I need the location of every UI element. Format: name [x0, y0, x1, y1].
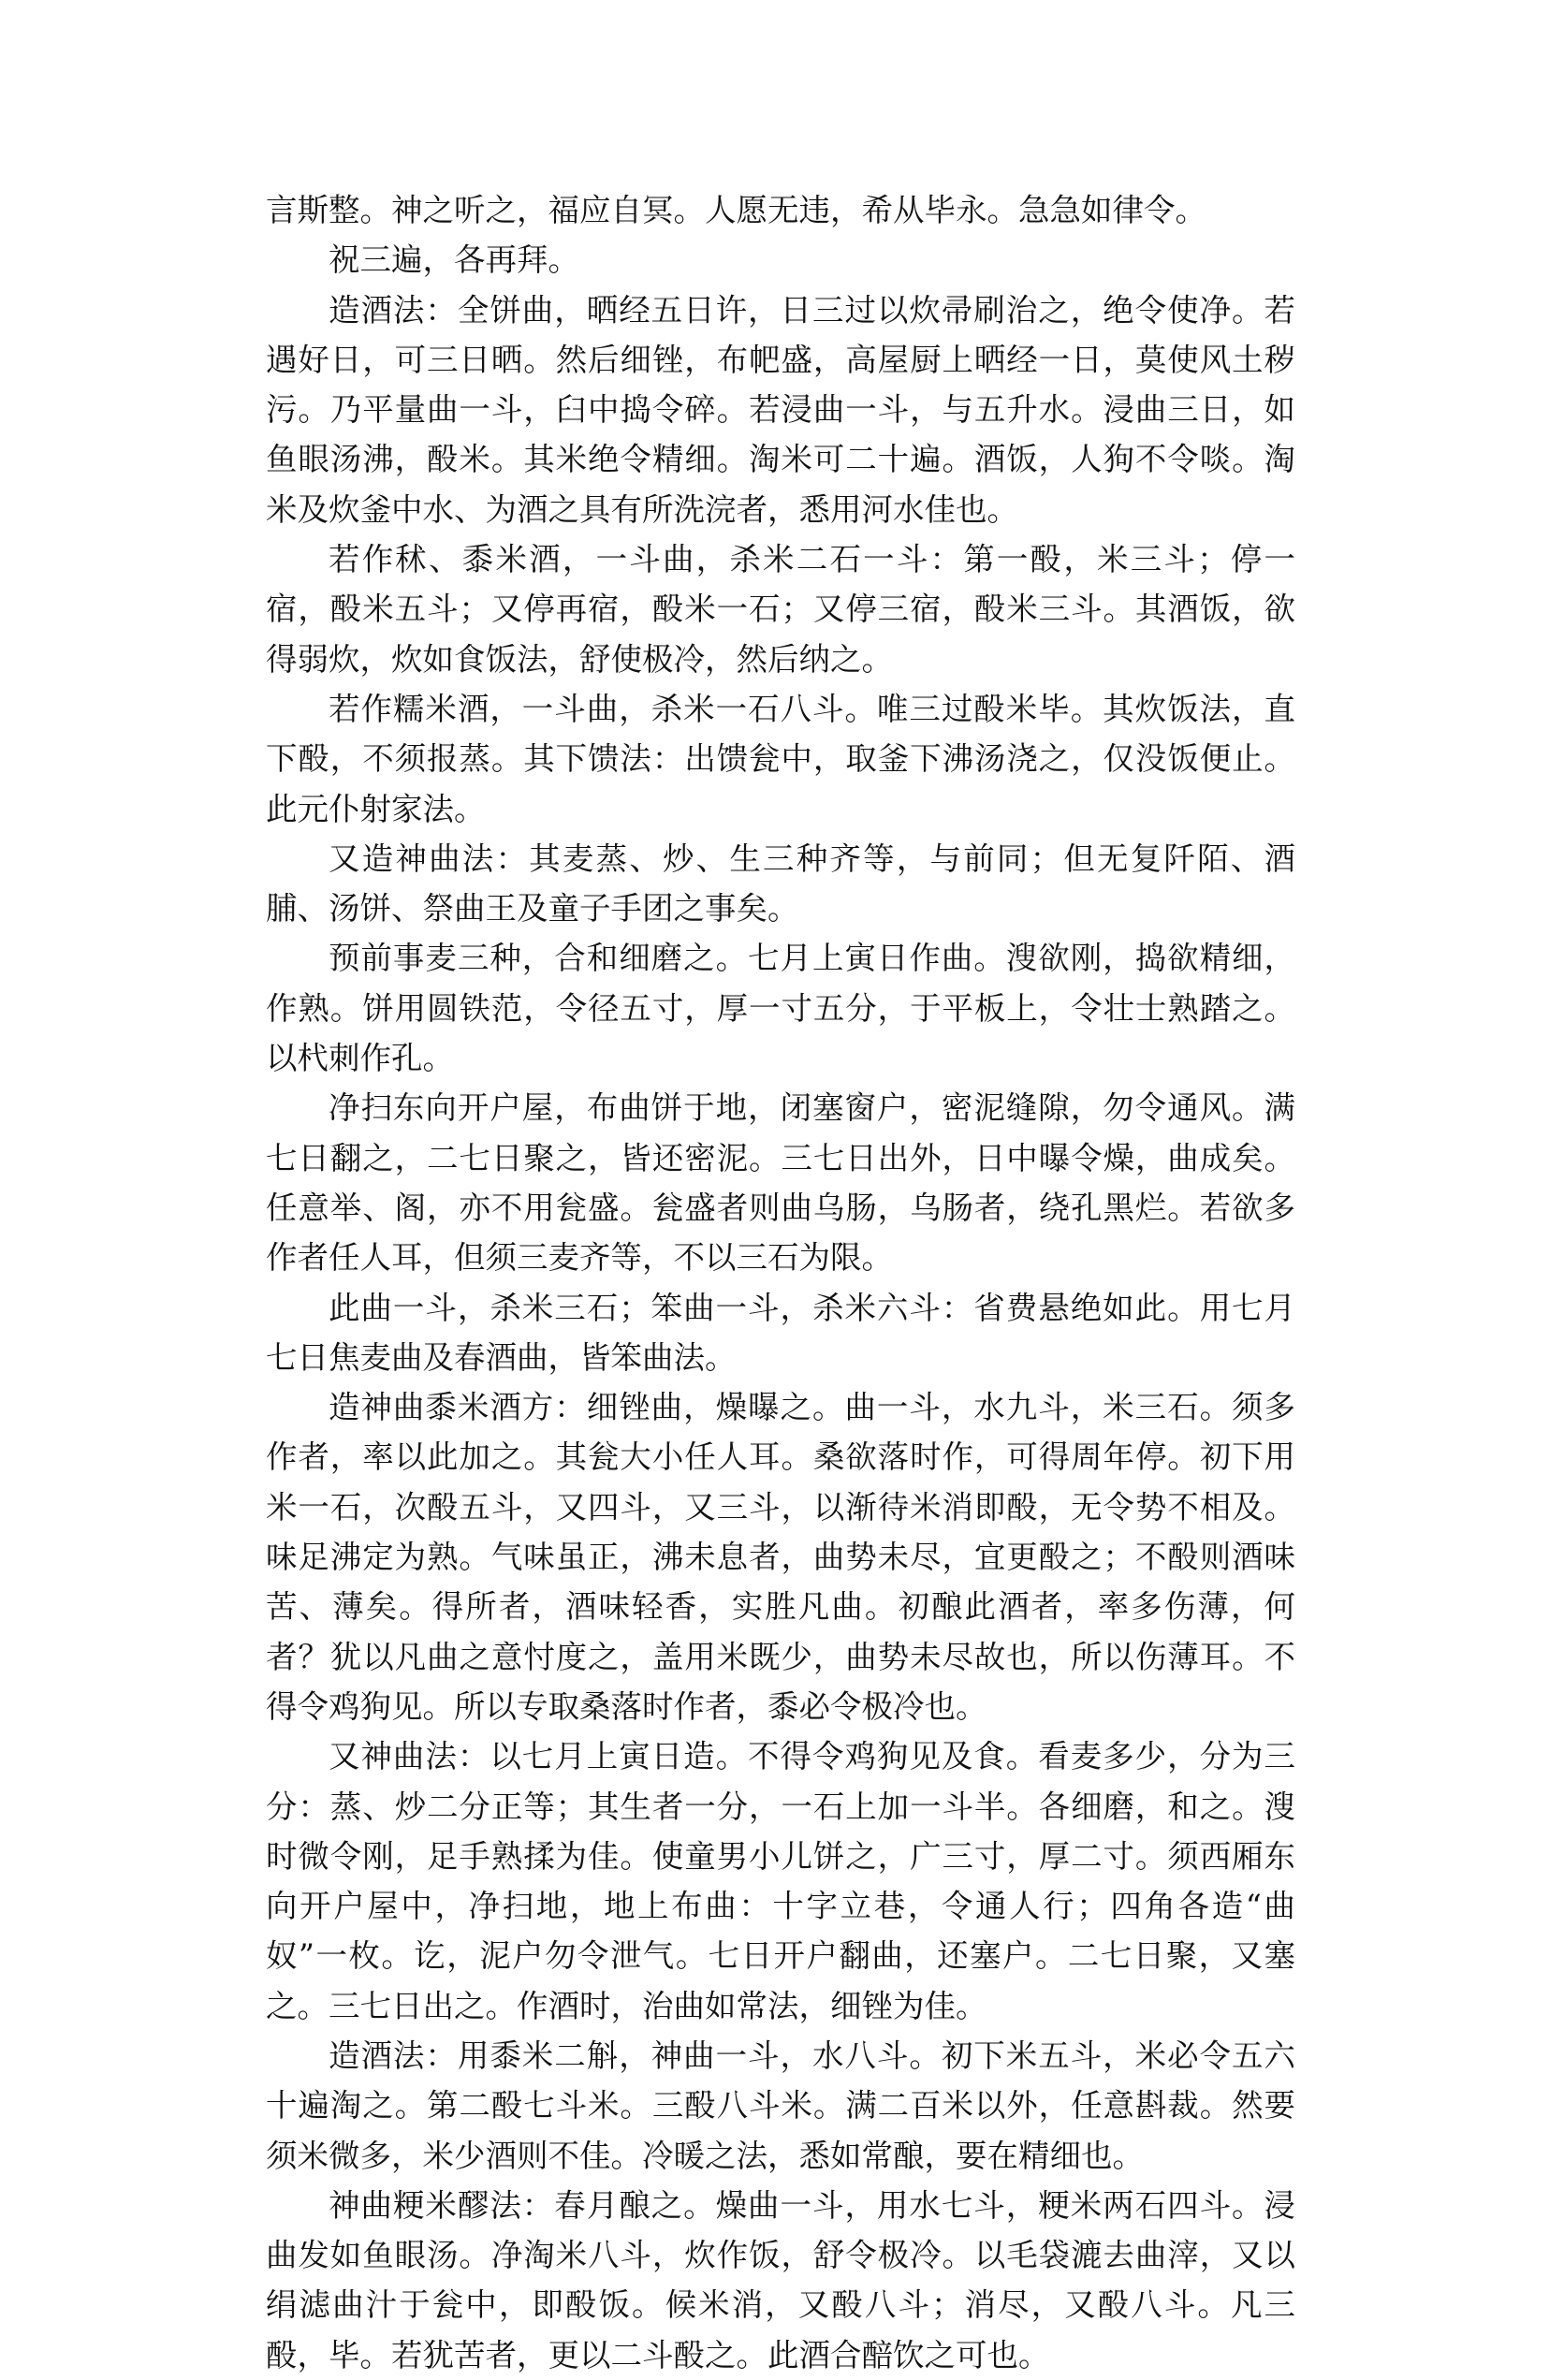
paragraph: 神曲粳米醪法：春月酿之。燥曲一斗，用水七斗，粳米两石四斗。浸曲发如鱼眼汤。净淘米八斗，炊作饭，舒令极冷。以毛袋漉去曲滓，又以绢滤曲汁于瓮中，即酘饭。候米消，又酘八斗；消尽，又酘八斗。凡三酘，毕。若犹苦者，更以二斗酘之。此酒合醅饮之可也。: [266, 2186, 1295, 2373]
paragraph: 造酒法：全饼曲，晒经五日许，日三过以炊帚刷治之，绝令使净。若遇好日，可三日晒。然后细锉，布帊盛，高屋厨上晒经一日，莫使风土秽污。乃平量曲一斗，臼中捣令碎。若浸曲一斗，与五升水。浸曲三日，如鱼眼汤沸，酘米。其米绝令精细。淘米可二十遍。酒饭，人狗不令啖。淘米及炊釜中水、为酒之具有所洗浣者，悉用河水佳也。: [266, 291, 1295, 528]
paragraph: 造神曲黍米酒方：细锉曲，燥曝之。曲一斗，水九斗，米三石。须多作者，率以此加之。其瓮大小任人耳。桑欲落时作，可得周年停。初下用米一石，次酘五斗，又四斗，又三斗，以渐待米消即酘，无令势不相及。味足沸定为熟。气味虽正，沸未息者，曲势未尽，宜更酘之；不酘则酒味苦、薄矣。得所者，酒味轻香，实胜凡曲。初酿此酒者，率多伤薄，何者？犹以凡曲之意忖度之，盖用米既少，曲势未尽故也，所以伤薄耳。不得令鸡狗见。所以专取桑落时作者，黍必令极冷也。: [266, 1389, 1295, 1725]
paragraph: 若作秫、黍米酒，一斗曲，杀米二石一斗：第一酘，米三斗；停一宿，酘米五斗；又停再宿，酘米一石；又停三宿，酘米三斗。其酒饭，欲得弱炊，炊如食饭法，舒使极冷，然后纳之。: [266, 541, 1295, 678]
paragraph: 祝三遍，各再拜。: [329, 241, 579, 279]
paragraph: 又神曲法：以七月上寅日造。不得令鸡狗见及食。看麦多少，分为三分：蒸、炒二分正等；其生者一分，一石上加一斗半。各细磨，和之。溲时微令刚，足手熟揉为佳。使童男小儿饼之，广三寸，厚二寸。须西厢东向开户屋中，净扫地，地上布曲：十字立巷，令通人行；四角各造“曲奴”一枚。讫，泥户勿令泄气。七日开户翻曲，还塞户。二七日聚，又塞之。三七日出之。作酒时，治曲如常法，细锉为佳。: [266, 1738, 1295, 2024]
paragraph: 预前事麦三种，合和细磨之。七月上寅日作曲。溲欲刚，捣欲精细，作熟。饼用圆铁范，令径五寸，厚一寸五分，于平板上，令壮士熟踏之。以杙刺作孔。: [266, 940, 1295, 1077]
paragraph: 净扫东向开户屋，布曲饼于地，闭塞窗户，密泥缝隙，勿令通风。满七日翻之，二七日聚之，皆还密泥。三七日出外，日中曝令燥，曲成矣。任意举、阁，亦不用瓮盛。瓮盛者则曲乌肠，乌肠者，绕孔黑烂。若欲多作者任人耳，但须三麦齐等，不以三石为限。: [266, 1089, 1295, 1277]
paragraph: 此曲一斗，杀米三石；笨曲一斗，杀米六斗：省费悬绝如此。用七月七日焦麦曲及春酒曲，皆笨曲法。: [266, 1289, 1295, 1376]
paragraph: 言斯整。神之听之，福应自冥。人愿无违，希从毕永。急急如律令。: [266, 192, 1206, 228]
paragraph: 造酒法：用黍米二斛，神曲一斗，水八斗。初下米五斗，米必令五六十遍淘之。第二酘七斗米。三酘八斗米。满二百米以外，任意斟裁。然要须米微多，米少酒则不佳。冷暖之法，悉如常酿，要在精细也。: [266, 2037, 1295, 2174]
paragraph: 又造神曲法：其麦蒸、炒、生三种齐等，与前同；但无复阡陌、酒脯、汤饼、祭曲王及童子手团之事矣。: [266, 840, 1295, 927]
paragraph: 若作糯米酒，一斗曲，杀米一石八斗。唯三过酘米毕。其炊饭法，直下酘，不须报蒸。其下馈法：出馈瓮中，取釜下沸汤浇之，仅没饭便止。此元仆射家法。: [266, 690, 1295, 827]
text-body: [266, 185, 1295, 2380]
